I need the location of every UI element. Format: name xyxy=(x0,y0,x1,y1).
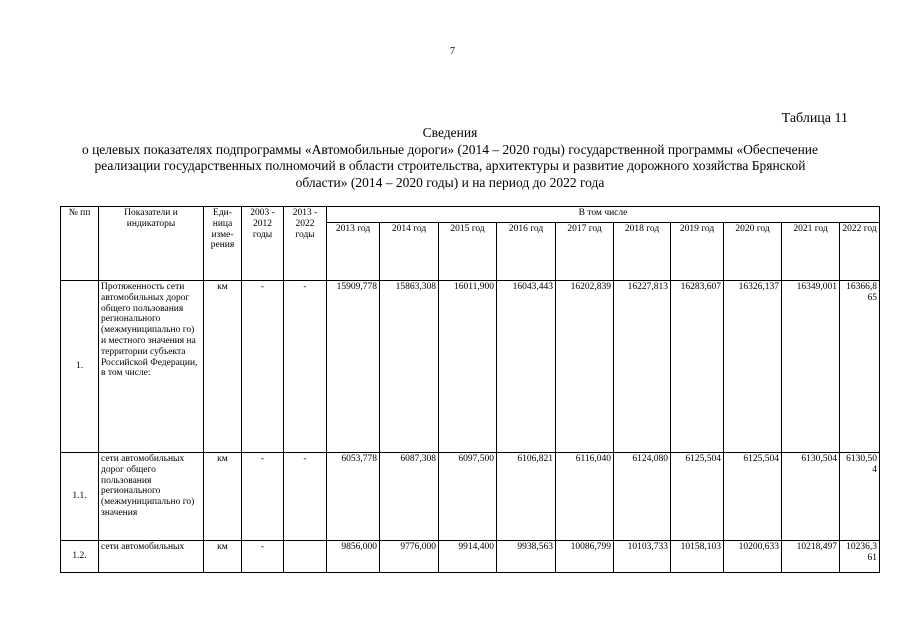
header-year: 2018 год xyxy=(614,223,671,281)
row-year-value: 9776,000 xyxy=(380,541,439,573)
row-year-value: 16349,001 xyxy=(782,281,840,453)
row-indicator: Протяженность сети автомобильных дорог общего пользования регионального (межмуниципально го) и местного значения на территории субъекта Российской Федерации, в том числе: xyxy=(99,281,204,453)
header-num: № пп xyxy=(61,207,99,281)
row-year-value: 6097,500 xyxy=(439,453,497,541)
row-year-value: 6130,504 xyxy=(840,453,880,541)
row-year-value: 6125,504 xyxy=(724,453,782,541)
row-year-value: 9856,000 xyxy=(327,541,380,573)
document-heading xyxy=(55,125,845,191)
row-year-value: 6125,504 xyxy=(671,453,724,541)
heading-title: Сведения xyxy=(422,125,478,140)
page-number: 7 xyxy=(450,46,455,57)
header-year: 2022 год xyxy=(840,223,880,281)
row-year-value: 6124,080 xyxy=(614,453,671,541)
row-year-value: 16283,607 xyxy=(671,281,724,453)
table-row xyxy=(61,453,880,541)
row-year-value: 16202,839 xyxy=(556,281,614,453)
row-year-value: 16366,865 xyxy=(840,281,880,453)
row-year-value: 16227,813 xyxy=(614,281,671,453)
row-period-2013-2022: - xyxy=(284,453,327,541)
row-year-value: 10200,633 xyxy=(724,541,782,573)
header-year: 2020 год xyxy=(724,223,782,281)
header-year: 2016 год xyxy=(497,223,556,281)
header-year: 2017 год xyxy=(556,223,614,281)
row-period-2013-2022: - xyxy=(284,281,327,453)
row-year-value: 10236,361 xyxy=(840,541,880,573)
row-year-value: 6053,778 xyxy=(327,453,380,541)
header-period-2003-2012: 2003 - 2012 годы xyxy=(242,207,284,281)
row-year-value: 16043,443 xyxy=(497,281,556,453)
row-year-value: 9914,400 xyxy=(439,541,497,573)
row-year-value: 10218,497 xyxy=(782,541,840,573)
table-row xyxy=(61,541,880,573)
row-year-value: 16011,900 xyxy=(439,281,497,453)
header-period-2013-2022: 2013 - 2022 годы xyxy=(284,207,327,281)
table-row xyxy=(61,281,880,453)
row-unit: км xyxy=(204,541,242,573)
row-year-value: 6130,504 xyxy=(782,453,840,541)
row-period-2003-2012: - xyxy=(242,453,284,541)
row-unit: км xyxy=(204,453,242,541)
row-unit: км xyxy=(204,281,242,453)
heading-line-3: области» (2014 – 2020 годы) и на период до 2022 года xyxy=(295,174,605,190)
row-year-value: 10086,799 xyxy=(556,541,614,573)
row-year-value: 16326,137 xyxy=(724,281,782,453)
row-year-value: 15863,308 xyxy=(380,281,439,453)
row-year-value: 10158,103 xyxy=(671,541,724,573)
header-year: 2015 год xyxy=(439,223,497,281)
row-number: 1. xyxy=(61,281,99,453)
header-year: 2013 год xyxy=(327,223,380,281)
row-year-value: 6106,821 xyxy=(497,453,556,541)
row-year-value: 6087,308 xyxy=(380,453,439,541)
table-label: Таблица 11 xyxy=(781,111,848,126)
header-including: В том числе xyxy=(327,207,880,223)
row-number: 1.1. xyxy=(61,453,99,541)
heading-line-1: о целевых показателях подпрограммы «Автомобильные дороги» (2014 – 2020 годы) государственной программы «Обеспечение xyxy=(81,141,819,157)
header-unit: Еди-ница изме-рения xyxy=(204,207,242,281)
row-period-2003-2012: - xyxy=(242,541,284,573)
row-year-value: 10103,733 xyxy=(614,541,671,573)
row-year-value: 9938,563 xyxy=(497,541,556,573)
header-indicator: Показатели и индикаторы xyxy=(99,207,204,281)
row-number: 1.2. xyxy=(61,541,99,573)
row-indicator: сети автомобильных xyxy=(99,541,204,573)
row-indicator: сети автомобильных дорог общего пользования регионального (межмуниципально го) значения xyxy=(99,453,204,541)
heading-line-2: реализации государственных полномочий в области строительства, архитектуры и развитие дорожного хозяйства Брянской xyxy=(94,158,806,173)
header-year: 2021 год xyxy=(782,223,840,281)
header-year: 2014 год xyxy=(380,223,439,281)
row-year-value: 6116,040 xyxy=(556,453,614,541)
indicators-table xyxy=(60,206,880,573)
header-year: 2019 год xyxy=(671,223,724,281)
row-period-2013-2022 xyxy=(284,541,327,573)
row-year-value: 15909,778 xyxy=(327,281,380,453)
row-period-2003-2012: - xyxy=(242,281,284,453)
